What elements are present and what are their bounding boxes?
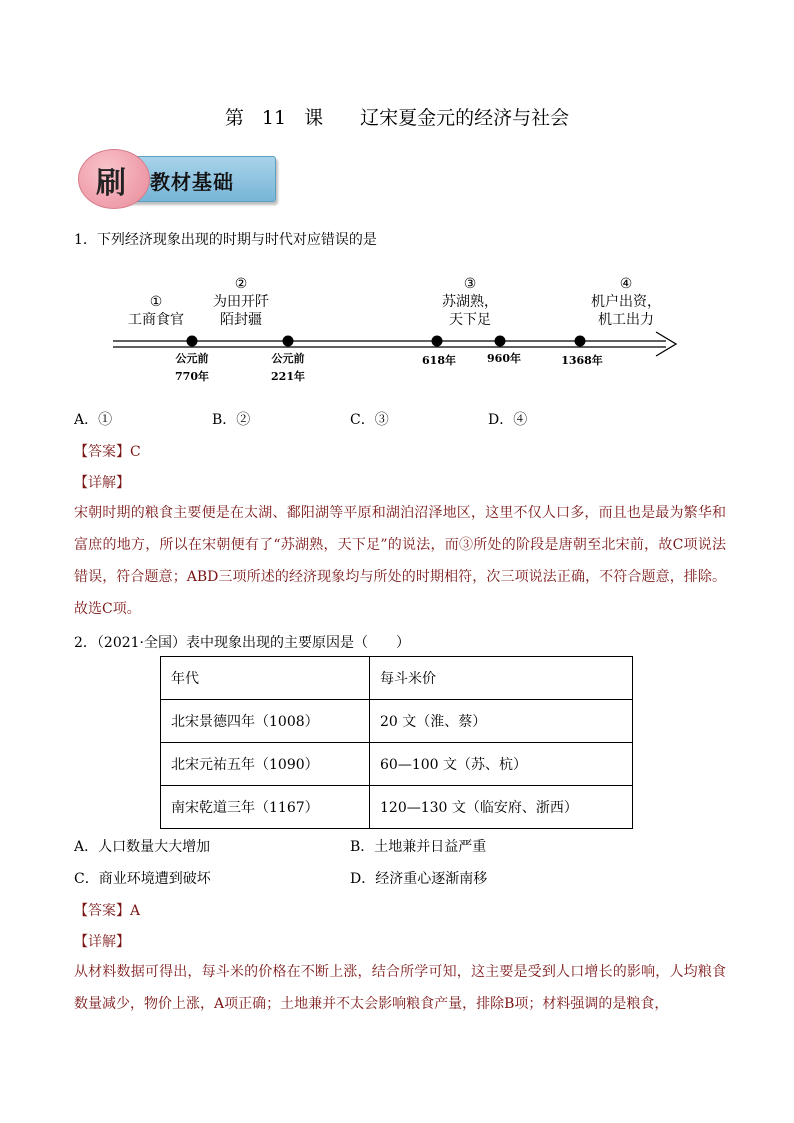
q1-answer-value: C <box>130 444 141 460</box>
q1-option-d[interactable]: D．④ <box>488 412 528 428</box>
table-row <box>161 743 633 786</box>
table-cell: 20 文（淮、蔡） <box>370 700 633 743</box>
table-row <box>161 700 633 743</box>
timeline-date-2: 公元前 221年 <box>271 352 305 383</box>
q1-stem: 1．下列经济现象出现的时期与时代对应错误的是 <box>74 232 377 248</box>
q2-option-b[interactable]: B．土地兼并日益严重 <box>350 839 487 855</box>
timeline-date-1: 公元前 770年 <box>175 352 209 383</box>
timeline-date-3: 618年 <box>422 354 456 367</box>
q1-option-a[interactable]: A．① <box>74 412 113 428</box>
q2-answer-label: 【答案】 <box>74 903 130 919</box>
q2-detail-label: 【详解】 <box>74 934 130 950</box>
q1-option-b[interactable]: B．② <box>212 412 251 428</box>
rice-price-table <box>160 656 633 829</box>
q1-explanation: 宋朝时期的粮食主要便是在太湖、鄱阳湖等平原和湖泊沼泽地区，这里不仅人口多，而且也是最为繁华和富庶的地方，所以在宋朝便有了“苏湖熟，天下足”的说法，而③所处的阶段是唐朝至北宋前，故C项说法错误，符合题意；ABD三项所述的经济现象均与所处的时期相符，次三项说法正确，不符合题意，排除。故选C项。 <box>74 505 726 617</box>
table-header-cell: 每斗米价 <box>370 657 633 700</box>
timeline-date-4: 960年 <box>487 352 521 365</box>
table-cell: 南宋乾道三年（1167） <box>161 786 370 829</box>
q1-answer <box>74 441 141 461</box>
q1-option-c[interactable]: C．③ <box>350 412 389 428</box>
timeline-event-4: ④ 机户出资， 机工出力 <box>591 276 661 328</box>
q2-option-c[interactable]: C．商业环境遭到破坏 <box>74 871 211 887</box>
q2-option-d[interactable]: D．经济重心逐渐南移 <box>350 871 488 887</box>
timeline-dot <box>575 336 586 347</box>
table-row <box>161 786 633 829</box>
table-cell: 北宋元祐五年（1090） <box>161 743 370 786</box>
timeline-date-5: 1368年 <box>561 354 603 367</box>
table-cell: 120—130 文（临安府、浙西） <box>370 786 633 829</box>
timeline-dot <box>432 336 443 347</box>
q1-detail-label: 【详解】 <box>74 475 130 491</box>
timeline-dot <box>283 336 294 347</box>
timeline-event-3: ③ 苏湖熟， 天下足 <box>442 276 498 328</box>
table-header-row <box>161 657 633 700</box>
q2-stem: 2．（2021·全国）表中现象出现的主要原因是（ ） <box>74 635 410 651</box>
timeline-dot <box>495 336 506 347</box>
banner-char: 刷 <box>96 166 126 201</box>
q2-option-a[interactable]: A．人口数量大大增加 <box>74 839 211 855</box>
table-cell: 60—100 文（苏、杭） <box>370 743 633 786</box>
q2-answer-value: A <box>130 903 141 919</box>
q1-answer-label: 【答案】 <box>74 444 130 460</box>
timeline-event-1: ① 工商食官 <box>128 294 184 328</box>
page-title: 第 11 课 辽宋夏金元的经济与社会 <box>224 107 570 129</box>
q2-answer <box>74 900 140 920</box>
timeline-event-2: ② 为田开阡 陌封疆 <box>213 276 269 328</box>
q2-explanation: 从材料数据可得出，每斗米的价格在不断上涨，结合所学可知，这主要是受到人口增长的影响，人均粮食数量减少，物价上涨，A项正确；土地兼并不太会影响粮食产量，排除B项；材料强调的是粮食， <box>74 964 726 1012</box>
banner-label: 教材基础 <box>150 170 234 194</box>
table-header-cell: 年代 <box>161 657 370 700</box>
timeline-axis <box>0 0 794 420</box>
table-cell: 北宋景德四年（1008） <box>161 700 370 743</box>
timeline-dot <box>187 336 198 347</box>
